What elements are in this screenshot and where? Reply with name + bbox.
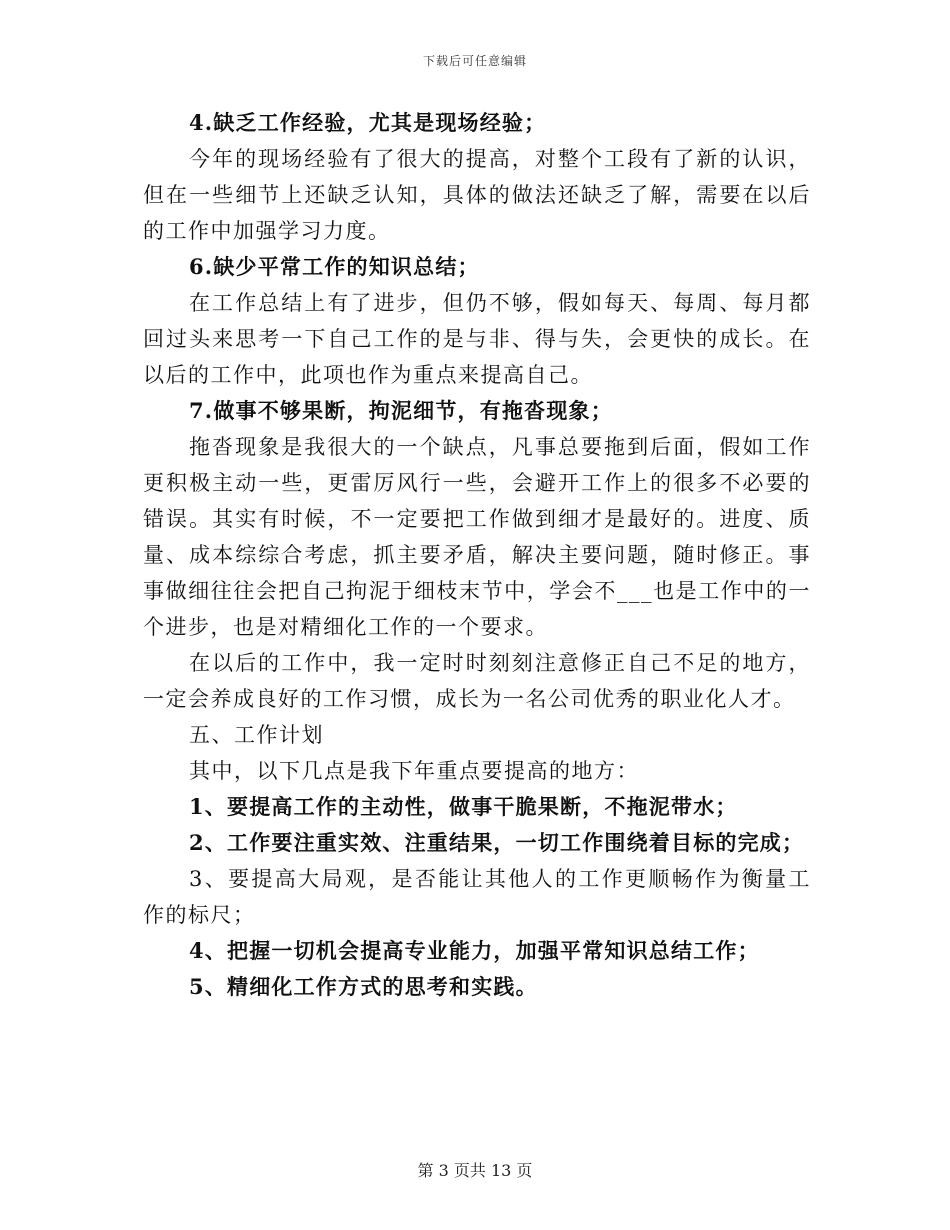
page-number-footer: 第 3 页共 13 页: [417, 1161, 533, 1180]
page-header-note: 下载后可任意编辑: [422, 54, 527, 68]
paragraph-conclusion: 在以后的工作中，我一定时时刻刻注意修正自己不足的地方，一定会养成良好的工作习惯，成长为一名公司优秀的职业化人才。: [143, 651, 811, 711]
plan-item-5: 5、精细化工作方式的思考和实践。: [189, 974, 538, 999]
paragraph-item-7-body: 拖沓现象是我很大的一个缺点，凡事总要拖到后面，假如工作更积极主动一些，更雷厉风行一些，会避开工作上的很多不必要的错误。其实有时候，不一定要把工作做到细才是最好的。进度、质量、成本综综合考虑，抓主要矛盾，解决主要问题，随时修正。事事做细往往会把自己拘泥于细枝末节中，学会不___也是工作中的一个进步，也是对精细化工作的一个要求。: [143, 435, 811, 639]
paragraph-item-6-body: 在工作总结上有了进步，但仍不够，假如每天、每周、每月都回过头来思考一下自己工作的是与非、得与失，会更快的成长。在以后的工作中，此项也作为重点来提高自己。: [143, 291, 811, 387]
heading-item-4: 4.缺乏工作经验，尤其是现场经验；: [189, 110, 547, 135]
plan-item-3: 3、要提高大局观，是否能让其他人的工作更顺畅作为衡量工作的标尺；: [143, 867, 811, 927]
plan-item-2: 2、工作要注重实效、注重结果，一切工作围绕着目标的完成；: [189, 830, 805, 855]
heading-item-7: 7.做事不够果断，拘泥细节，有拖沓现象；: [189, 398, 613, 423]
paragraph-item-4-body: 今年的现场经验有了很大的提高，对整个工段有了新的认识，但在一些细节上还缺乏认知，具体的做法还缺乏了解，需要在以后的工作中加强学习力度。: [143, 147, 811, 243]
paragraph-plan-intro: 其中，以下几点是我下年重点要提高的地方：: [189, 759, 639, 783]
heading-item-6: 6.缺少平常工作的知识总结；: [189, 254, 480, 279]
plan-item-1: 1、要提高工作的主动性，做事干脆果断，不拖泥带水；: [189, 794, 738, 819]
plan-item-4: 4、把握一切机会提高专业能力，加强平常知识总结工作；: [189, 938, 760, 963]
document-body: [143, 105, 811, 1005]
section-heading-work-plan: 五、工作计划: [189, 723, 324, 747]
